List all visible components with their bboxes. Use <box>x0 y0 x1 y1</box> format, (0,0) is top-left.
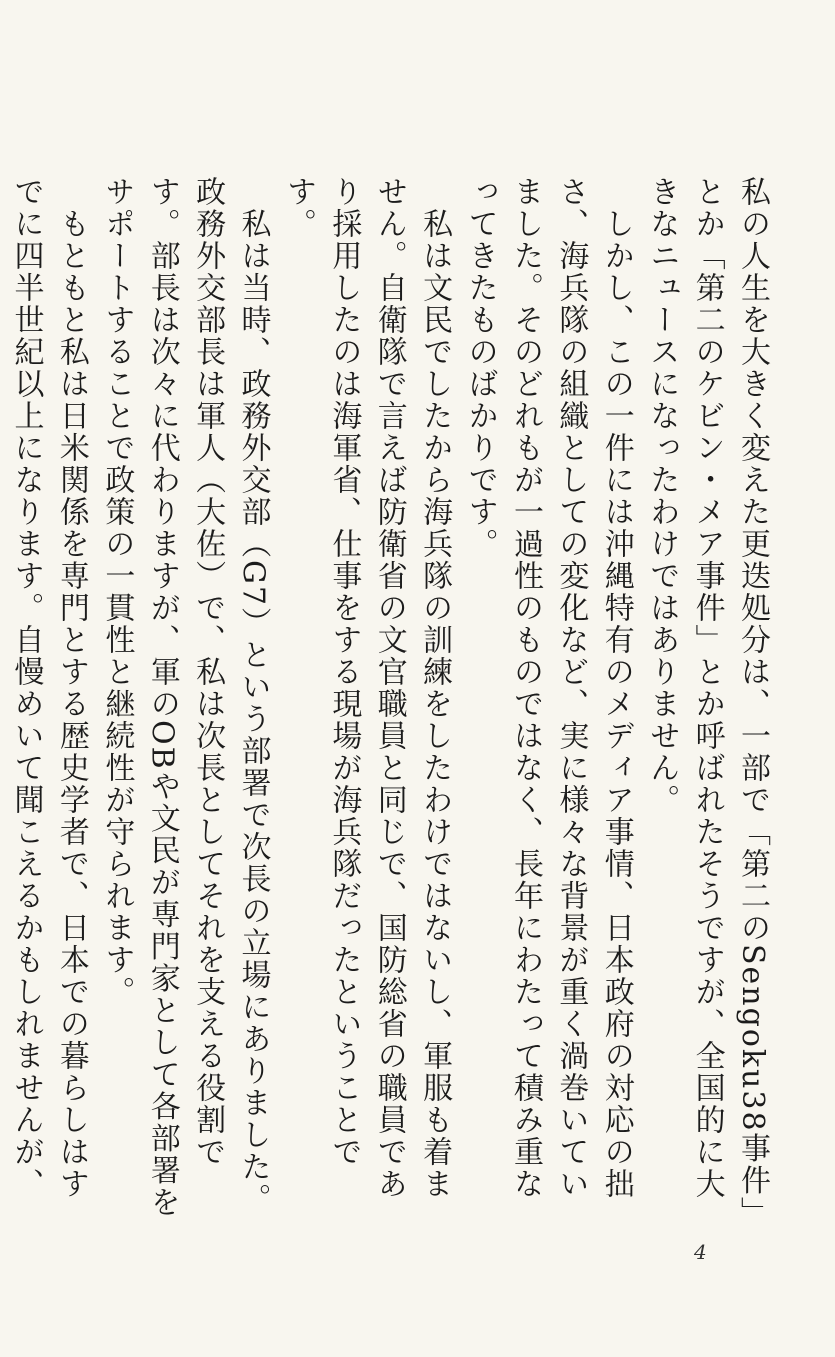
paragraph-5: もともと私は日米関係を専門とする歴史学者で、日本での暮らしはすでに四半世紀以上になります。自慢めいて聞こえるかもしれませんが、 <box>8 176 89 1200</box>
paragraph-3: 私は文民でしたから海兵隊の訓練をしたわけではないし、軍服も着ません。自衛隊で言えば防衛省の文官職員と同じで、国防総省の職員であり採用したのは海軍省、仕事をする現場が海兵隊だったということです。 <box>280 176 453 1200</box>
paragraph-4: 私は当時、政務外交部（G7）という部署で次長の立場にありました。政務外交部長は軍人（大佐）で、私は次長としてそれを支える役割です。部長は次々に代わりますが、軍のOBや文民が専門家として各部署をサポートすることで政策の一貫性と継続性が守られます。 <box>99 176 271 1219</box>
page-number: 4 <box>694 1240 707 1264</box>
paragraph-1: 私の人生を大きく変えた更迭処分は、一部で「第二のSengoku38事件」とか「第二のケビン・メア事件」とか呼ばれたそうですが、全国的に大きなニュースになったわけではありません。 <box>644 176 770 1214</box>
paragraph-2: しかし、この一件には沖縄特有のメディア事情、日本政府の対応の拙さ、海兵隊の組織としての変化など、実に様々な背景が重く渦巻いていました。そのどれもが一過性のものではなく、長年にわたって積み重なってきたものばかりです。 <box>462 176 634 1200</box>
vertical-text-body <box>8 176 775 1226</box>
